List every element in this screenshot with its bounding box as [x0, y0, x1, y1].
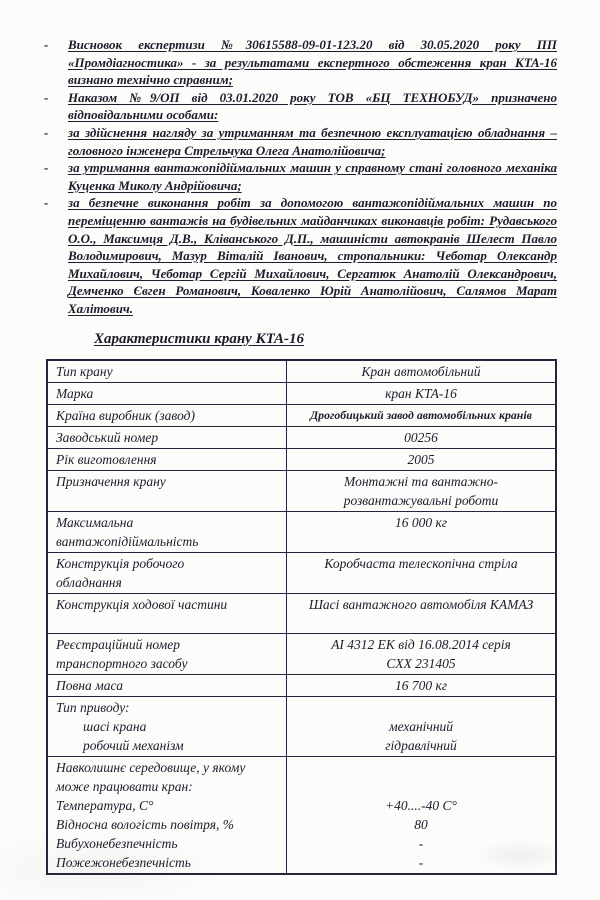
spec-label-cell: Реєстраційний номер транспортного засобу [47, 633, 287, 674]
table-row [47, 552, 556, 593]
spec-value-cell: АІ 4312 ЕК від 16.08.2014 серія СХХ 231405 [287, 633, 557, 674]
spec-label-cell: Повна маса [47, 674, 287, 696]
bullet-item [44, 89, 557, 124]
table-row [47, 448, 556, 470]
spec-label-cell: Заводський номер [47, 426, 287, 448]
bullet-dash-marker: - [44, 37, 49, 52]
spec-value-cell: Коробчаста телескопічна стріла [287, 552, 557, 593]
spec-value-cell: 2005 [287, 448, 557, 470]
section-heading: Характеристики крану КТА-16 [94, 330, 304, 347]
document-content [44, 36, 557, 875]
spec-value-cell: Шасі вантажного автомобіля КАМАЗ [287, 593, 557, 633]
bullet-item [44, 194, 557, 317]
spec-value-cell: Монтажні та вантажно- розвантажувальні роботи [287, 470, 557, 511]
table-row [47, 360, 556, 383]
spec-value-cell: 16 000 кг [287, 511, 557, 552]
table-row [47, 696, 556, 756]
table-row [47, 593, 556, 633]
crane-spec-table-body [47, 360, 556, 874]
bullet-item [44, 124, 557, 159]
bullet-item [44, 36, 557, 89]
spec-value-cell: кран КТА-16 [287, 382, 557, 404]
spec-value-cell: 16 700 кг [287, 674, 557, 696]
spec-label-cell: Країна виробник (завод) [47, 404, 287, 426]
bullet-dash-marker: - [44, 89, 49, 105]
spec-label-cell: Рік виготовлення [47, 448, 287, 470]
bullet-text: за утримання вантажопідіймальних машин у справному стані головного механіка Куценка Миколу Андрійовича; [68, 160, 557, 193]
bullet-dash-marker: - [44, 124, 49, 140]
table-row [47, 404, 556, 426]
spec-value-cell: Дрогобицький завод автомобільних кранів [287, 404, 557, 426]
table-row [47, 426, 556, 448]
bullet-text: за безпечне виконання робіт за допомогою вантажопідіймальних машин по переміщенню вантажів на будівельних майданчиках виконавців робіт: Рудавського О.О., Максимця Д.В., Кліванського Д.П., машиністи автокранів Шелест Павло Володимирович, Мазур Віталій Іванович, стропальники: Чеботар Олександр Михайлович, Чеботар Сергій Михайлович, Сергатюк Анатолій Олександрович, Демченко Євген Романович, Коваленко Юрій Анатолійович, Салямов Марат Халітович. [68, 195, 557, 316]
table-row [47, 382, 556, 404]
spec-label-cell: Призначення крану [47, 470, 287, 511]
table-row [47, 511, 556, 552]
table-row [47, 756, 556, 874]
spec-value-cell: Кран автомобільний [287, 360, 557, 383]
bullet-item [44, 159, 557, 194]
spec-value-cell: механічний гідравлічний [287, 696, 557, 756]
spec-label-cell: Марка [47, 382, 287, 404]
spec-label-cell: Тип крану [47, 360, 287, 383]
bullet-dash-marker: - [44, 195, 49, 211]
spec-label-cell: Конструкція ходової частини [47, 593, 287, 633]
bullet-text: Висновок експертизи №30615588-09-01-123.20 від 30.05.2020 року ПП «Промдіагностика» - за результатами експертного обстеження кран КТА-16 визнано технічно справним; [68, 37, 557, 88]
bullet-text: Наказом №9/ОП від 03.01.2020 року ТОВ «БЦ ТЕХНОБУД» призначено відповідальними особами: [68, 89, 557, 123]
bullet-text: за здійснення нагляду за утриманням та безпечною експлуатацією обладнання – головного інженера Стрельчука Олега Анатолійовича; [68, 124, 557, 158]
spec-label-cell: Тип приводу: шасі крана робочий механізм [47, 696, 287, 756]
spec-value-cell: 00256 [287, 426, 557, 448]
table-row [47, 674, 556, 696]
bullet-list [44, 36, 557, 318]
spec-label-cell: Максимальна вантажопідіймальність [47, 511, 287, 552]
spec-label-cell: Конструкція робочого обладнання [47, 552, 287, 593]
table-row [47, 633, 556, 674]
spec-label-cell: Навколишнє середовище, у якому може працювати кран: Температура, С° Відносна вологість повітря, % Вибухонебезпечність Пожежонебезпечність [47, 756, 287, 874]
spec-value-cell: +40....-40 С° 80 - - [287, 756, 557, 874]
table-row [47, 470, 556, 511]
crane-spec-table [46, 359, 557, 875]
bullet-dash-marker: - [44, 160, 49, 176]
